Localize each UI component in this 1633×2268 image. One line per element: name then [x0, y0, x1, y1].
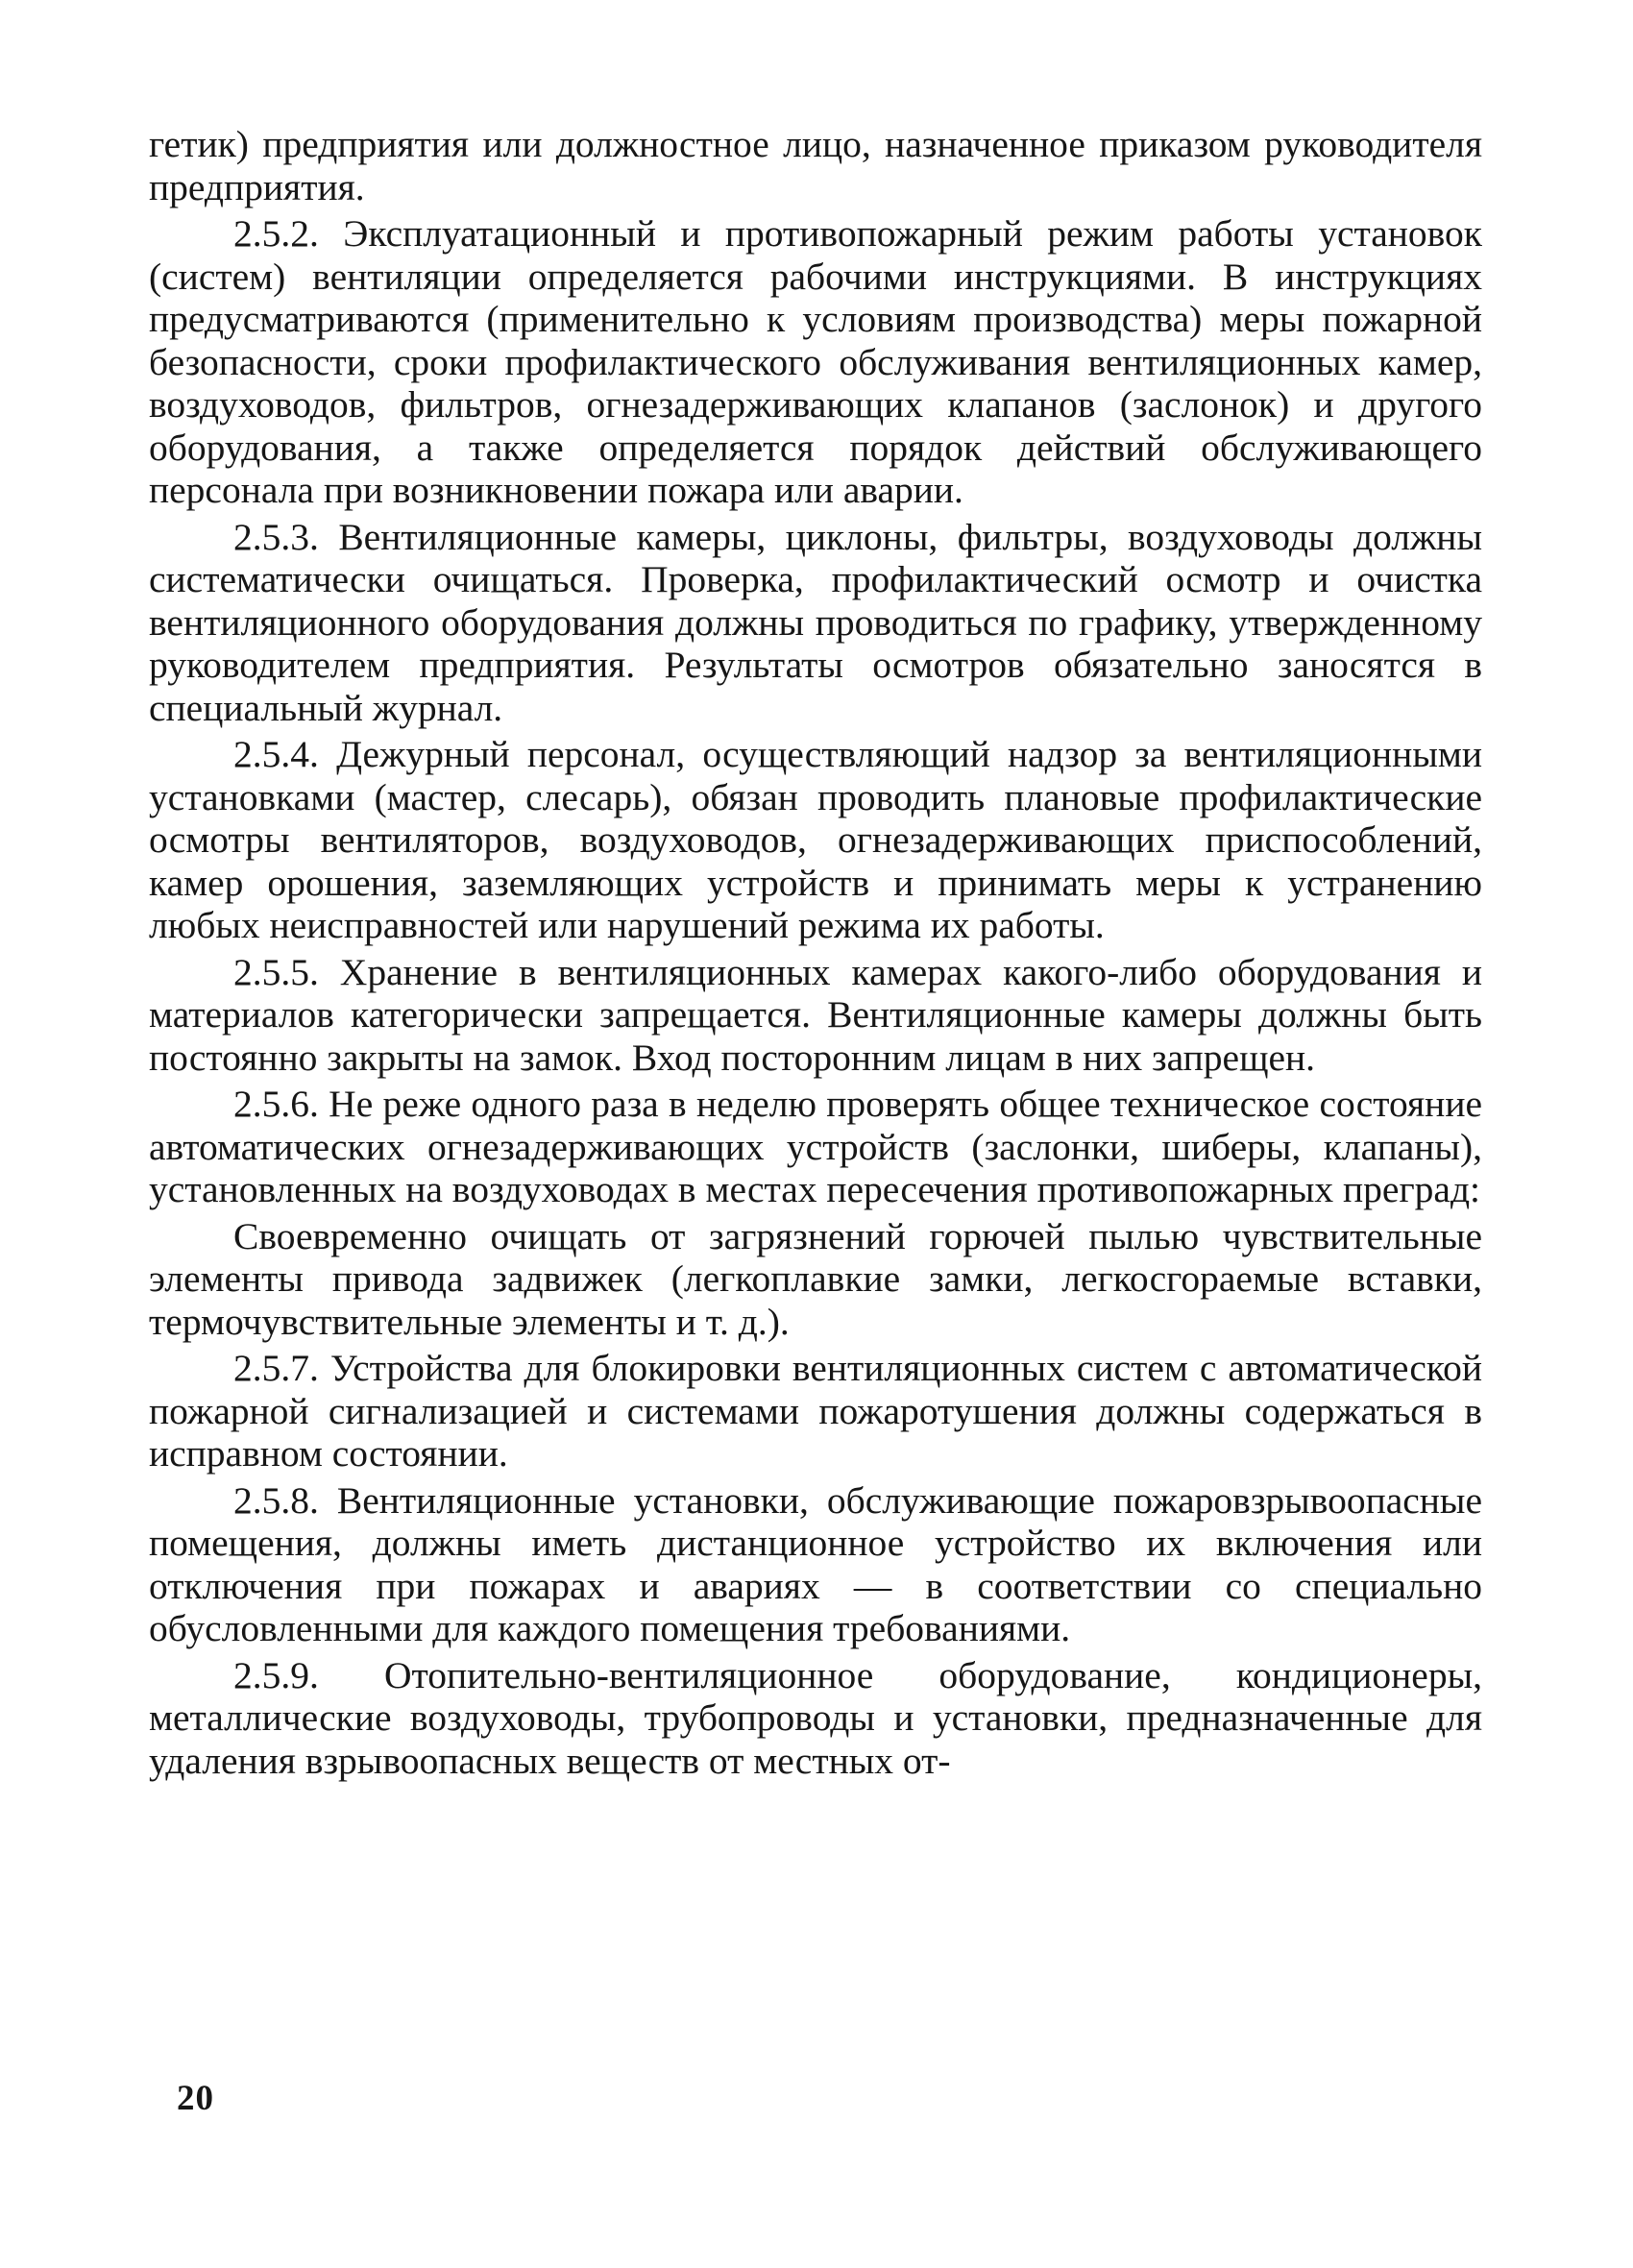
paragraph-2-5-4: 2.5.4. Дежурный персонал, осуществляющий надзор за вентиляционными установками (мастер, слесарь), обязан проводить плановые профилактические осмотры вентиляторов, воздуховодов, огнезадерживающих приспособлений, камер орошения, заземляющих устройств и принимать меры к устранению любых неисправностей или нарушений режима их работы. [149, 733, 1482, 946]
paragraph-2-5-7: 2.5.7. Устройства для блокировки вентиляционных систем с автоматической пожарной сигнализацией и системами пожаротушения должны содержаться в исправном состоянии. [149, 1347, 1482, 1475]
paragraph-2-5-8: 2.5.8. Вентиляционные установки, обслуживающие пожаровзрывоопасные помещения, должны иметь дистанционное устройство их включения или отключения при пожарах и авариях — в соответствии со специально обусловленными для каждого помещения требованиями. [149, 1478, 1482, 1649]
document-page [149, 123, 1482, 1786]
paragraph-2-5-2: 2.5.2. Эксплуатационный и противопожарный режим работы установок (систем) вентиляции определяется рабочими инструкциями. В инструкциях предусматриваются (применительно к условиям производства) меры пожарной безопасности, сроки профилактического обслуживания вентиляционных камер, воздуховодов, фильтров, огнезадерживающих клапанов (заслонок) и другого оборудования, а также определяется порядок действий обслуживающего персонала при возникновении пожара или аварии. [149, 212, 1482, 511]
paragraph-2-5-3: 2.5.3. Вентиляционные камеры, циклоны, фильтры, воздуховоды должны систематически очищаться. Проверка, профилактический осмотр и очистка вентиляционного оборудования должны проводиться по графику, утвержденному руководителем предприятия. Результаты осмотров обязательно заносятся в специальный журнал. [149, 515, 1482, 729]
page-number: 20 [177, 2079, 214, 2118]
paragraph-2-5-6-note: Своевременно очищать от загрязнений горючей пылью чувствительные элементы привода задвижек (легкоплавкие замки, легкосгораемые вставки, термочувствительные элементы и т. д.). [149, 1214, 1482, 1343]
paragraph-2-5-5: 2.5.5. Хранение в вентиляционных камерах какого-либо оборудования и материалов категорически запрещается. Вентиляционные камеры должны быть постоянно закрыты на замок. Вход посторонним лицам в них запрещен. [149, 950, 1482, 1079]
paragraph-2-5-9: 2.5.9. Отопительно-вентиляционное оборудование, кондиционеры, металлические воздуховоды, трубопроводы и установки, предназначенные для удаления взрывоопасных веществ от местных от- [149, 1653, 1482, 1782]
continuation-paragraph: гетик) предприятия или должностное лицо, назначенное приказом руководителя предприятия. [149, 123, 1482, 208]
paragraph-2-5-6: 2.5.6. Не реже одного раза в неделю проверять общее техническое состояние автоматических огнезадерживающих устройств (заслонки, шиберы, клапаны), установленных на воздуховодах в местах пересечения противопожарных преград: [149, 1083, 1482, 1210]
